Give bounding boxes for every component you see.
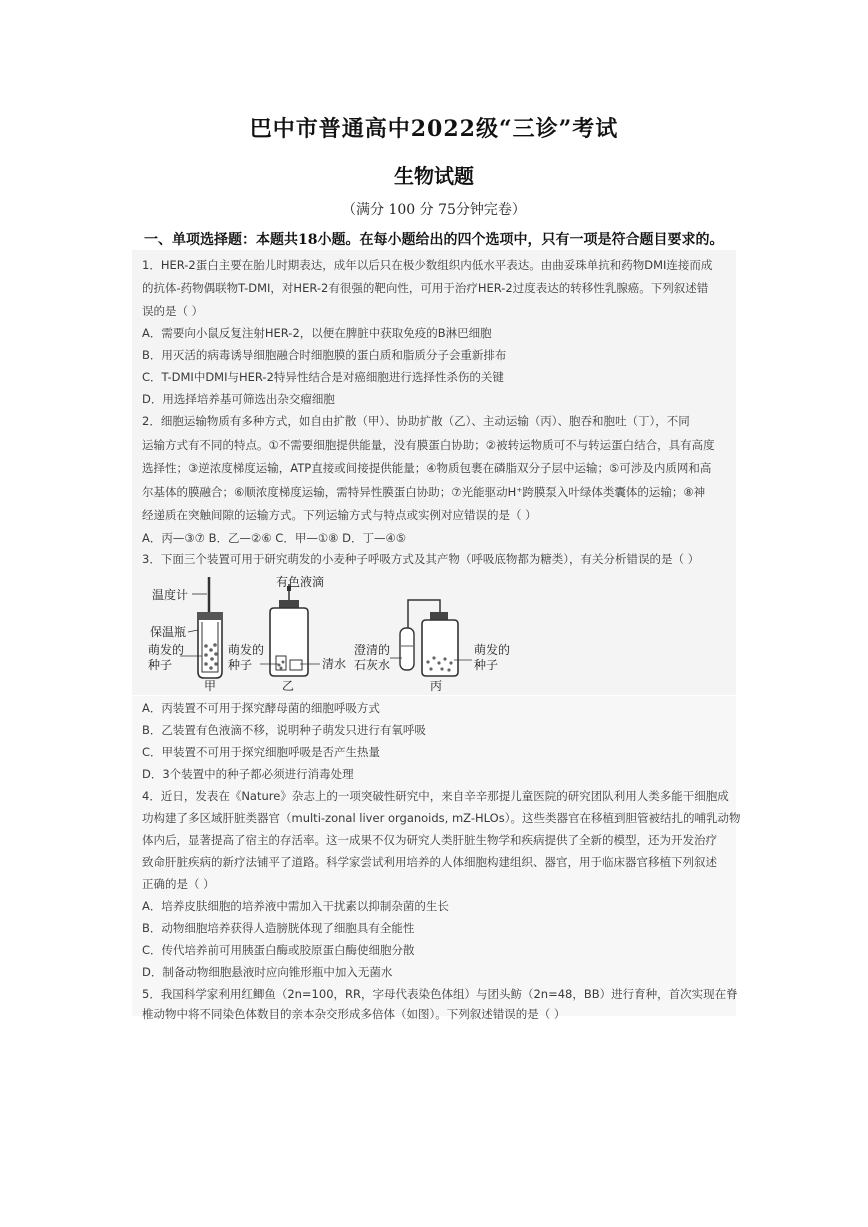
question-text: 运输方式有不同的特点。①不需要细胞提供能量，没有膜蛋白协助；②被转运物质可不与转运蛋白结合，具有高度: [142, 438, 715, 452]
label-bing: 丙: [430, 679, 443, 692]
apparatus-bing: [354, 600, 510, 692]
apparatus-jia: [148, 577, 223, 692]
question-text: 4．近日，发表在《Nature》杂志上的一项突破性研究中，来自辛辛那提儿童医院的研究团队利用人类多能干细胞成: [142, 789, 729, 803]
apparatus-yi: [228, 574, 346, 692]
options-row: A．丙—③⑦ B．乙—②⑥ C．甲—①⑧ D．丁—④⑤: [142, 531, 407, 545]
apparatus-figure: [140, 572, 740, 692]
question-text: 5．我国科学家利用红鲫鱼（2n=100，RR，字母代表染色体组）与团头鲂（2n=48，BB）进行育种，首次实现在脊: [142, 987, 738, 1001]
option-a: A．需要向小鼠反复注射HER-2，以便在脾脏中获取免疫的B淋巴细胞: [142, 326, 492, 340]
label-seed: 萌发的: [148, 643, 185, 657]
option-b: B．用灭活的病毒诱导细胞融合时细胞膜的蛋白质和脂质分子会重新排布: [142, 348, 507, 362]
label-dye: 有色液滴: [276, 575, 325, 589]
option-d: D．3个装置中的种子都必须进行消毒处理: [142, 767, 354, 781]
page-title: 巴中市普通高中2022级“三诊”考试: [249, 116, 619, 142]
label-seed: 萌发的: [228, 643, 265, 657]
option-c: C．甲装置不可用于探究细胞呼吸是否产生热量: [142, 745, 381, 759]
question-text: 选择性；③逆浓度梯度运输，ATP直接或间接提供能量；④物质包裹在磷脂双分子层中运输；⑤可涉及内质网和高: [142, 461, 712, 475]
label-seed: 种子: [148, 658, 173, 672]
question-text: 3．下面三个装置可用于研究萌发的小麦种子呼吸方式及其产物（呼吸底物都为糖类），有关分析错误的是（ ）: [142, 552, 700, 566]
question-text: 经递质在突触间隙的运输方式。下列运输方式与特点或实例对应错误的是（ ）: [142, 508, 537, 522]
label-seed: 种子: [474, 658, 499, 672]
label-seed: 萌发的: [474, 643, 511, 657]
label-flask: 保温瓶: [150, 625, 187, 639]
question-text: 功构建了多区域肝脏类器官（multi-zonal liver organoids, mZ-HLOs）。这些类器官在移植到胆管被结扎的哺乳动物: [142, 811, 741, 825]
question-text: 2．细胞运输物质有多种方式，如自由扩散（甲）、协助扩散（乙）、主动运输（丙）、胞吞和胞吐（丁），不同: [142, 414, 690, 428]
option-a: A．培养皮肤细胞的培养液中需加入干扰素以抑制杂菌的生长: [142, 899, 449, 913]
option-d: D．用选择培养基可筛选出杂交瘤细胞: [142, 392, 335, 406]
option-b: B．乙装置有色液滴不移，说明种子萌发只进行有氧呼吸: [142, 723, 426, 737]
page-subtitle: 生物试题: [394, 164, 474, 188]
question-text: 正确的是（ ）: [142, 877, 215, 891]
label-limewater: 澄清的: [354, 643, 391, 657]
option-c: C．传代培养前可用胰蛋白酶或胶原蛋白酶使细胞分散: [142, 943, 415, 957]
question-text: 的抗体-药物偶联物T-DMI，对HER-2有很强的靶向性，可用于治疗HER-2过度表达的转移性乳腺癌。下列叙述错: [142, 281, 709, 295]
label-thermometer: 温度计: [152, 588, 189, 602]
question-text: 误的是（ ）: [142, 304, 204, 318]
option-a: A．丙装置不可用于探究酵母菌的细胞呼吸方式: [142, 701, 380, 715]
option-d: D．制备动物细胞悬液时应向锥形瓶中加入无菌水: [142, 965, 393, 979]
option-c: C．T-DMI中DMI与HER-2特异性结合是对癌细胞进行选择性杀伤的关键: [142, 370, 504, 384]
question-text: 1．HER-2蛋白主要在胎儿时期表达，成年以后只在极少数组织内低水平表达。由曲妥珠单抗和药物DMI连接而成: [142, 258, 713, 272]
section-heading: 一、单项选择题：本题共18小题。在每小题给出的四个选项中，只有一项是符合题目要求的。: [144, 232, 724, 248]
question-text: 尔基体的膜融合；⑥顺浓度梯度运输，需特异性膜蛋白协助；⑦光能驱动H⁺跨膜泵入叶绿体类囊体的运输；⑧神: [142, 485, 706, 499]
exam-note: （满分 100 分 75分钟完卷）: [342, 202, 526, 218]
question-text: 体内后，显著提高了宿主的存活率。这一成果不仅为研究人类肝脏生物学和疾病提供了全新的模型，还为开发治疗: [142, 833, 717, 847]
question-text: 椎动物中将不同染色体数目的亲本杂交形成多倍体（如图）。下列叙述错误的是（ ）: [142, 1007, 566, 1021]
label-seed: 种子: [228, 658, 253, 672]
label-jia: 甲: [204, 679, 217, 692]
label-yi: 乙: [282, 679, 295, 692]
label-water: 清水: [322, 657, 347, 671]
option-b: B．动物细胞培养获得人造膀胱体现了细胞具有全能性: [142, 921, 415, 935]
label-limewater: 石灰水: [354, 658, 391, 672]
question-text: 致命肝脏疾病的新疗法铺平了道路。科学家尝试利用培养的人体细胞构建组织、器官，用于临床器官移植下列叙述: [142, 855, 717, 869]
